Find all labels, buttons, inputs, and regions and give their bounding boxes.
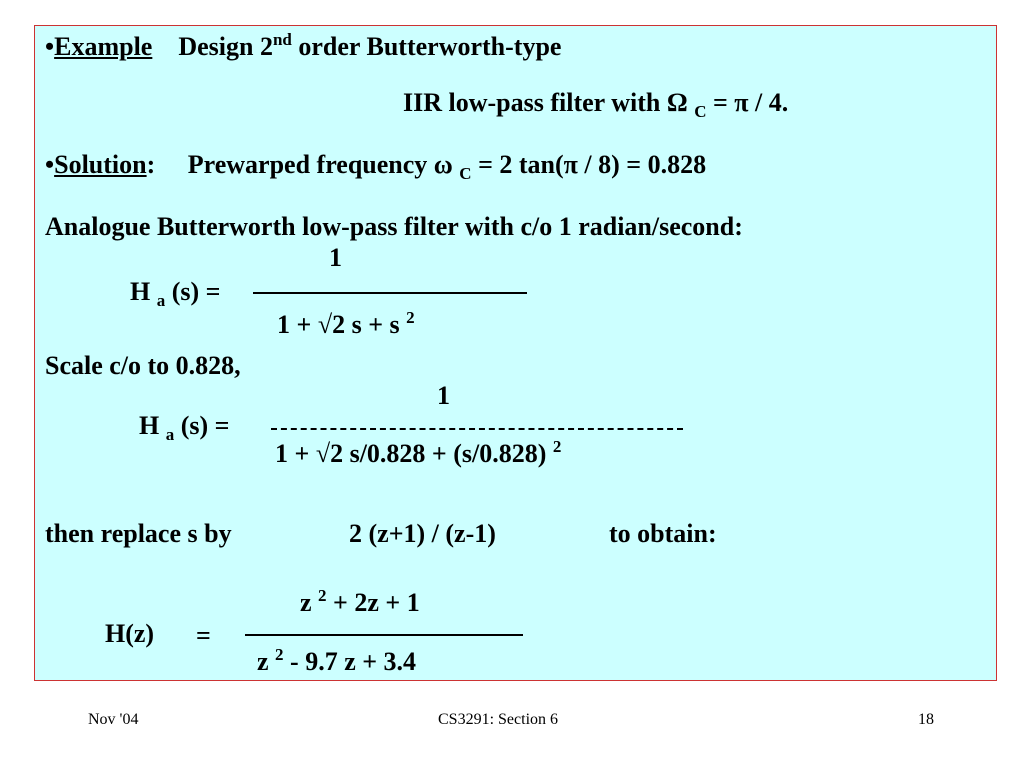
eq1-numerator: 1 [329,243,342,272]
eq3-num-pre: z [300,588,312,617]
scale-heading: Scale c/o to 0.828, [45,351,241,380]
example-sup: nd [272,30,292,49]
footer-section: CS3291: Section 6 [438,711,559,728]
example-line-2 [403,88,789,121]
example-text-pre: Design 2 [178,32,273,61]
example-line [45,32,561,62]
solution-line [45,150,707,183]
eq3-numerator [300,588,420,618]
eq1-lhs-sub: a [156,291,166,310]
eq3-den-post: - 9.7 z + 3.4 [283,647,417,676]
eq2-fraction-bar [271,428,683,430]
eq2-lhs-sub: a [165,425,175,444]
eq2-denominator [275,439,561,469]
eq1-fraction-bar [253,292,527,294]
eq2-den-sup: 2 [552,437,562,456]
solution-label: Solution [54,150,147,179]
solution-text-post: = 2 tan(π / 8) = 0.828 [471,150,707,179]
eq2-lhs [139,411,230,444]
example-line2-post: = π / 4. [706,88,789,117]
footer-page-number: 18 [918,711,934,728]
solution-text-pre: Prewarped frequency [187,150,434,179]
analogue-heading: Analogue Butterworth low-pass filter with c/o 1 radian/second: [45,212,743,241]
slide-panel [34,25,997,681]
example-label: Example [54,32,153,61]
bullet: • [45,32,55,61]
replace-part3: to obtain: [609,519,717,548]
eq2-lhs-rest: (s) = [174,411,230,440]
eq1-den-sup: 2 [406,308,415,327]
eq2-lhs-h: H [139,411,160,440]
eq3-num-sup: 2 [318,586,327,605]
eq2-numerator: 1 [437,381,450,410]
example-text-post: order Butterworth-type [291,32,562,61]
bullet: • [45,150,55,179]
omega-upper-sub: C [694,102,707,121]
eq3-den-pre: z [257,647,269,676]
example-line2-pre: IIR low-pass filter with [403,88,667,117]
eq1-lhs [130,277,221,310]
eq1-lhs-h: H [130,277,151,306]
eq3-den-sup: 2 [275,645,284,664]
solution-colon: : [146,150,156,179]
eq3-lhs: H(z) [105,619,155,648]
eq3-equals: = [196,621,211,650]
eq1-lhs-rest: (s) = [165,277,221,306]
eq3-denominator [257,647,416,677]
eq1-denominator [277,310,415,340]
eq3-num-post: + 2z + 1 [326,588,420,617]
omega-upper: Ω [666,88,688,117]
eq1-denominator-text: 1 + √2 s + s [277,310,400,339]
omega-lower-sub: C [459,164,472,183]
replace-part1: then replace s by [45,519,232,548]
omega-lower: ω [433,150,453,179]
eq2-denominator-text: 1 + √2 s/0.828 + (s/0.828) [275,439,547,468]
eq3-fraction-bar [245,634,523,636]
footer-date: Nov '04 [88,711,139,728]
replace-part2: 2 (z+1) / (z-1) [349,519,496,548]
